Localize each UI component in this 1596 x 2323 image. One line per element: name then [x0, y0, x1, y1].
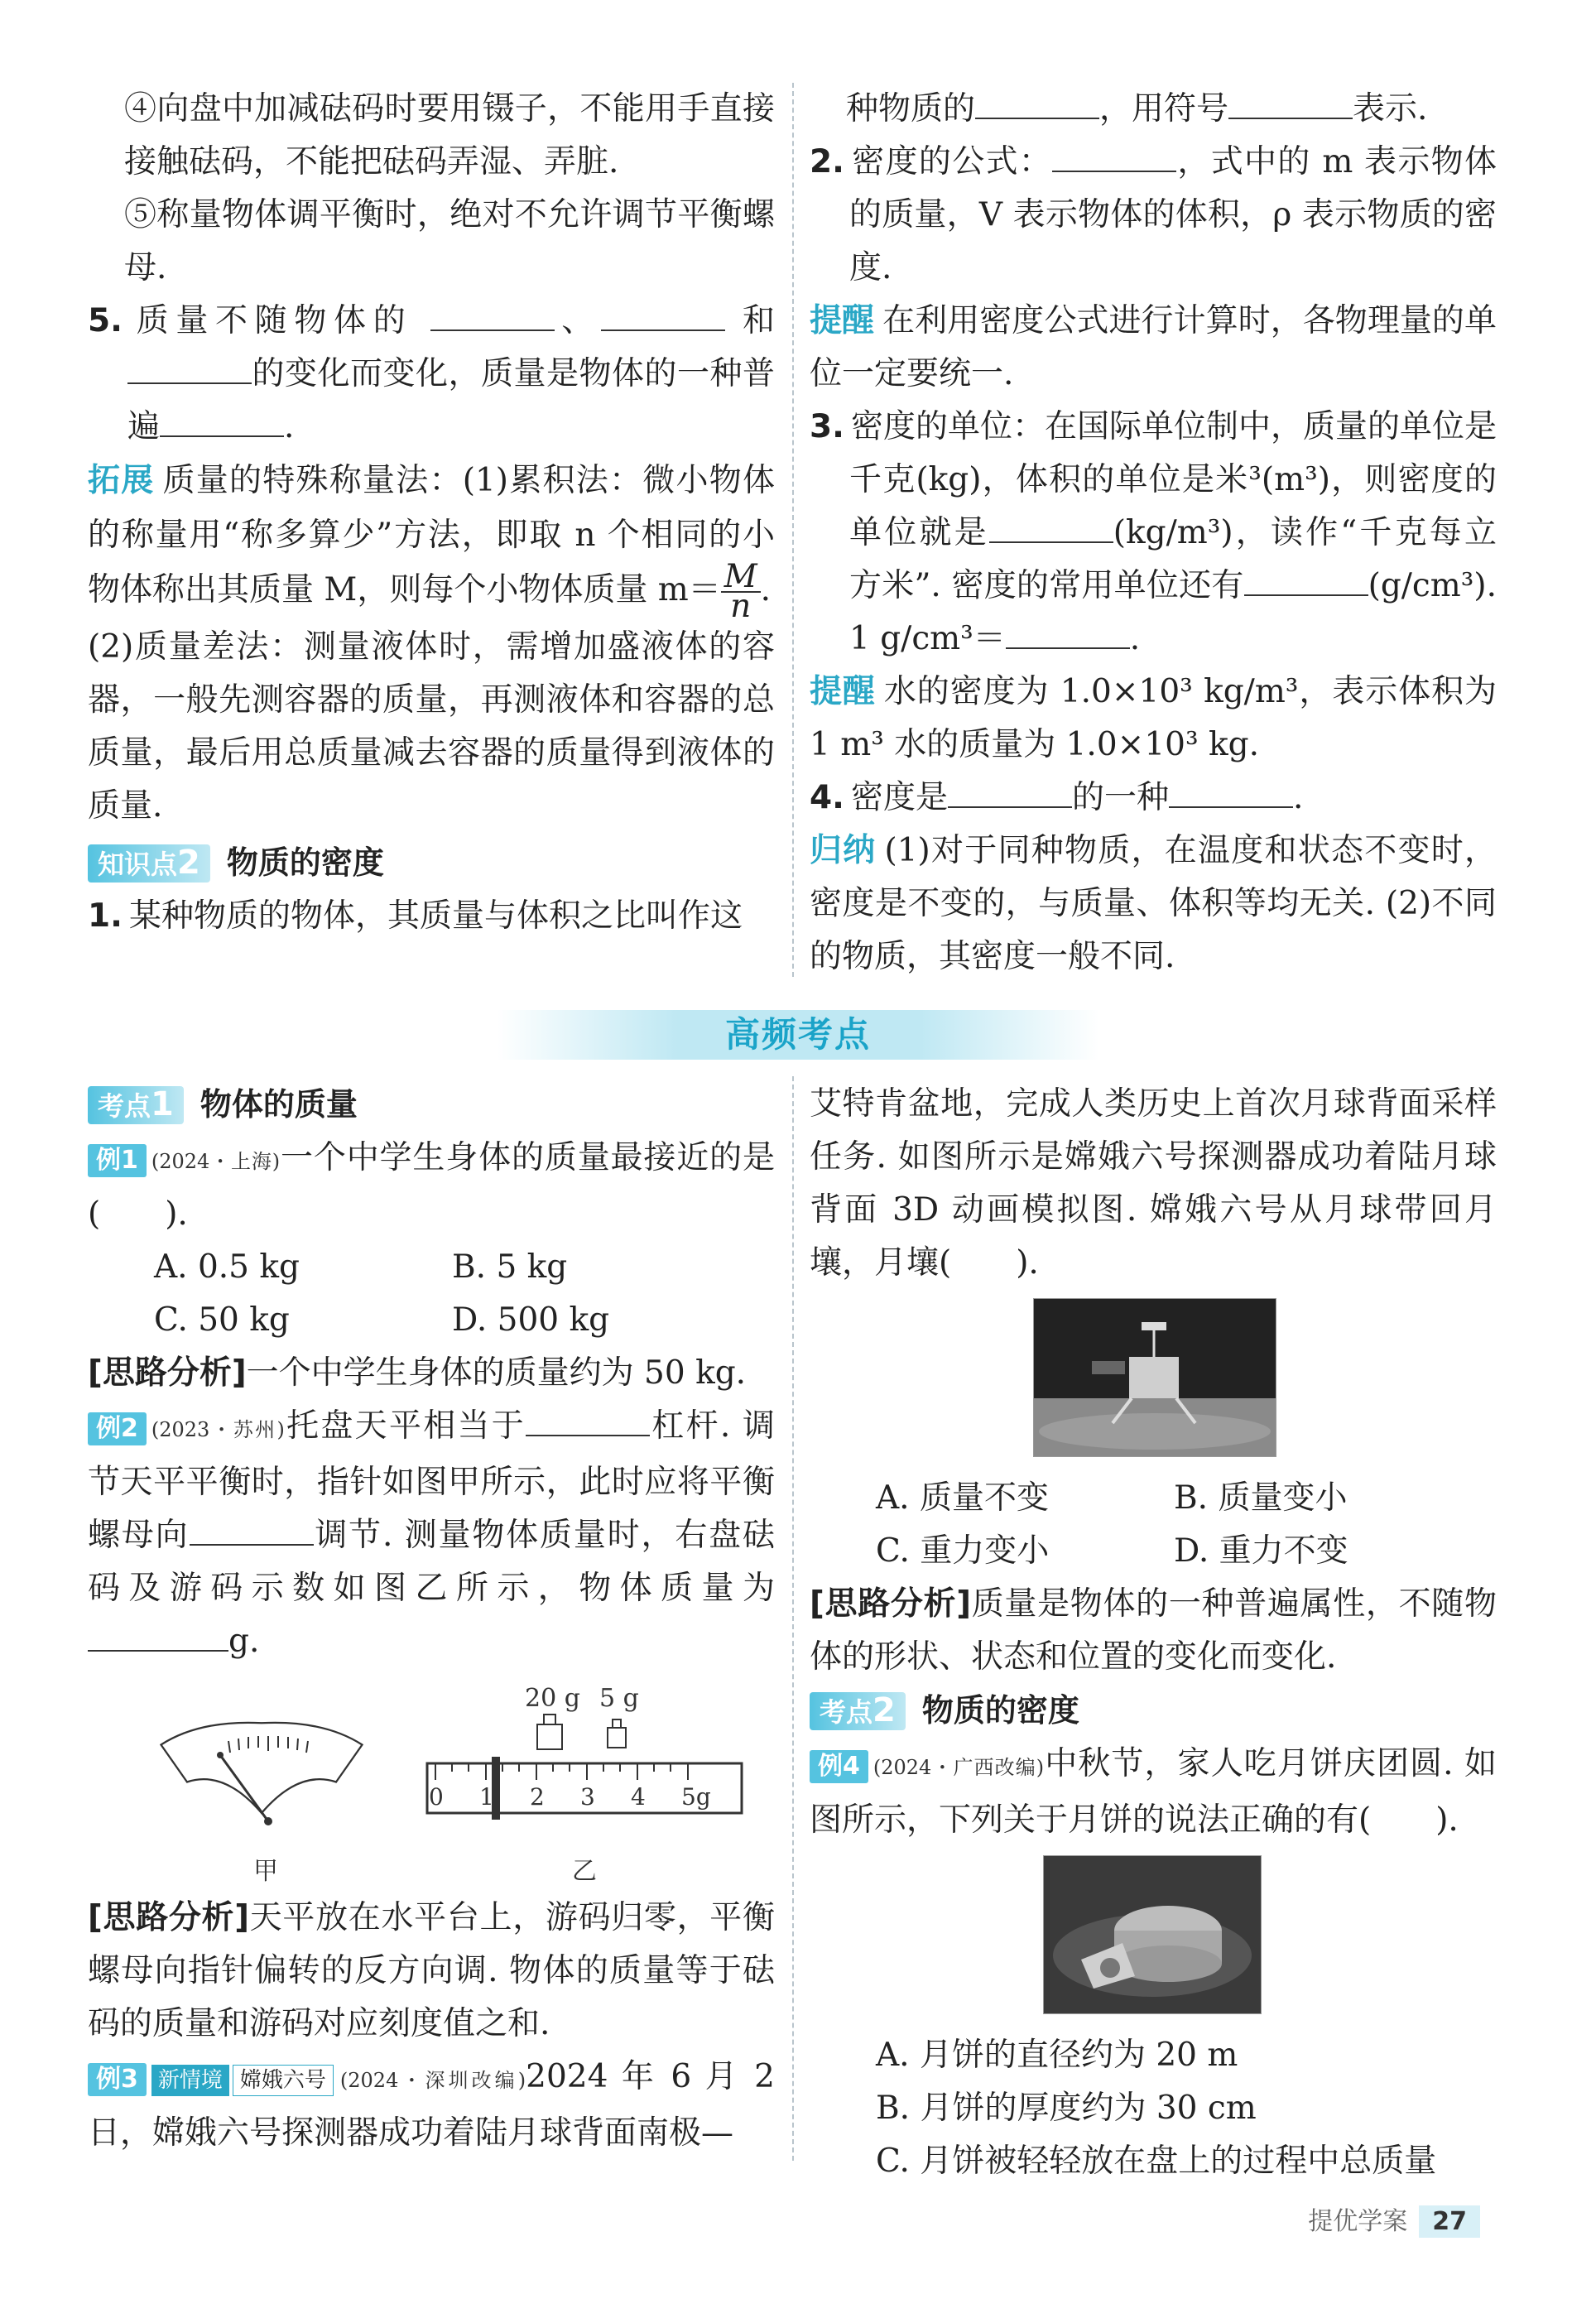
- option[interactable]: A. 0.5 kg: [154, 1248, 300, 1286]
- answer-blank[interactable]: [1052, 137, 1176, 172]
- example-badge: 例2: [88, 1412, 147, 1445]
- scale-tick-label: 1: [479, 1783, 494, 1811]
- scale-tick-label: 0: [429, 1783, 444, 1811]
- question-text: 、: [554, 302, 601, 339]
- question-text: 某种物质的物体，其质量与体积之比叫作这: [128, 897, 743, 935]
- page-footer: [1308, 2200, 1480, 2238]
- question-5: [88, 295, 775, 454]
- mooncake-photo: [1043, 1855, 1262, 2014]
- answer-blank[interactable]: [526, 1402, 650, 1436]
- analysis-label: [思路分析]: [88, 1354, 247, 1392]
- answer-blank[interactable]: [1244, 561, 1368, 596]
- expand-note: [88, 454, 775, 625]
- summary-text: (1)对于同种物质，在温度和状态不变时，密度是不变的，与质量、体积等均无关. (2)不同的物质，其密度一般不同.: [810, 832, 1497, 975]
- fraction: [721, 558, 761, 625]
- question-number: 5.: [88, 302, 123, 339]
- badge-label: 考点: [820, 1696, 873, 1728]
- section-title: 物质的密度: [921, 1692, 1079, 1729]
- weight-20g-label: 20 g: [525, 1684, 580, 1713]
- answer-blank[interactable]: [127, 349, 252, 384]
- example-3: [88, 2051, 775, 2160]
- analysis-label: [思路分析]: [810, 1585, 972, 1623]
- column-divider-bottom: [792, 1076, 794, 2161]
- example-badge: 例3: [88, 2063, 147, 2096]
- example-source: (2024・广西改编): [873, 1756, 1045, 1779]
- beam-scale: [427, 1684, 742, 1883]
- example-1-options: [88, 1241, 775, 1347]
- badge-number: 2: [177, 844, 200, 882]
- question-text: .: [1129, 620, 1141, 657]
- question-text: (g/cm³). 1 g/cm³＝: [849, 567, 1497, 657]
- option[interactable]: A. 月饼的直径约为 20 m: [876, 2037, 1238, 2074]
- scale-tick-label: 4: [631, 1783, 646, 1811]
- example-text: g.: [228, 1623, 260, 1660]
- analysis-text: 一个中学生身体的质量约为 50 kg.: [246, 1354, 747, 1392]
- question-text: 种物质的: [846, 90, 976, 127]
- exam-point-header: [88, 1078, 775, 1132]
- example-3-options: [810, 1472, 1497, 1578]
- mooncake-photo-wrap: [1043, 1855, 1497, 2021]
- brand-label: 提优学案: [1308, 2207, 1408, 2236]
- lander-photo-wrap: [1033, 1298, 1497, 1464]
- tip-tag: 提醒: [810, 302, 875, 339]
- right-column-top: [810, 83, 1497, 984]
- question-text: ，用符号: [1099, 90, 1229, 127]
- question-text: 的变化而变化，质量是物体的一种普遍: [127, 355, 775, 445]
- question-1: [88, 890, 775, 943]
- answer-blank[interactable]: [975, 84, 1099, 119]
- left-column-bottom: [88, 1078, 775, 2160]
- question-text: 质量不随物体的: [128, 302, 413, 339]
- option[interactable]: B. 5 kg: [452, 1248, 568, 1286]
- exam-point-header-2: [810, 1684, 1497, 1738]
- rule-4: ④向盘中加减砝码时要用镊子，不能用手直接接触砝码，不能把砝码弄湿、弄脏.: [124, 90, 775, 180]
- analysis-text: 天平放在水平台上，游码归零，平衡螺母向指针偏转的反方向调. 物体的质量等于砝码的质量和游码对应刻度值之和.: [88, 1899, 775, 2042]
- analysis-3: [810, 1578, 1497, 1684]
- answer-blank[interactable]: [1169, 773, 1293, 808]
- option[interactable]: C. 月饼被轻轻放在盘上的过程中总质量: [876, 2143, 1437, 2180]
- tip-text: 水的密度为 1.0×10³ kg/m³，表示体积为 1 m³ 水的质量为 1.0×10³ kg.: [810, 673, 1497, 763]
- scale-tick-label: 5g: [681, 1783, 711, 1811]
- fraction-denominator: n: [730, 588, 752, 625]
- analysis-2: [88, 1892, 775, 2051]
- exam-point-badge: [88, 1086, 184, 1124]
- question-text: 密度的单位：在国际单位制中，质量的单位是千克(kg)，体积的单位是米³(m³)，则密度的单位就是: [849, 408, 1497, 551]
- option[interactable]: D. 重力不变: [1174, 1532, 1348, 1570]
- example-4-options: [810, 2029, 1497, 2188]
- analysis-label: [思路分析]: [88, 1899, 250, 1936]
- answer-blank[interactable]: [601, 296, 725, 331]
- analysis-text: 质量是物体的一种普遍属性，不随物体的形状、状态和位置的变化而变化.: [810, 1585, 1497, 1676]
- example-1: [88, 1132, 775, 1241]
- question-text: 和: [742, 302, 775, 339]
- weight-5g-label: 5 g: [599, 1684, 639, 1713]
- badge-number: 2: [873, 1691, 896, 1729]
- scale-tick-label: 2: [530, 1783, 545, 1811]
- left-column-top: [88, 83, 775, 943]
- answer-blank[interactable]: [88, 1617, 228, 1652]
- option[interactable]: B. 月饼的厚度约为 30 cm: [876, 2090, 1257, 2127]
- expand-note-2: (2)质量差法：测量液体时，需增加盛液体的容器，一般先测容器的质量，再测液体和容器的总质量，最后用总质量减去容器的质量得到液体的质量.: [88, 628, 775, 825]
- question-4: [810, 772, 1497, 825]
- answer-blank[interactable]: [1228, 84, 1353, 119]
- answer-blank[interactable]: [948, 773, 1072, 808]
- rule-5: ⑤称量物体调平衡时，绝对不允许调节平衡螺母.: [124, 196, 775, 286]
- example-text: 调节. 测量物体质量时，右盘砝码及游码示数如图乙所示，物体质量为: [88, 1517, 775, 1607]
- example-badge: 例4: [810, 1750, 868, 1783]
- knowledge-point-badge: [88, 844, 210, 883]
- new-context-tag: 新情境: [151, 2065, 229, 2096]
- right-column-bottom: [810, 1078, 1497, 2188]
- question-1-cont: [810, 83, 1497, 136]
- question-text: .: [284, 408, 295, 445]
- exam-point-badge: [810, 1692, 906, 1730]
- tip-tag: 提醒: [810, 673, 876, 710]
- balance-figures: [88, 1676, 775, 1883]
- section-banner: 高频考点: [497, 1010, 1099, 1060]
- figure-a-caption: 甲: [253, 1857, 278, 1883]
- expand-text: 质量的特殊称量法：(1)累积法：微小物体的称量用“称多算少”方法，即取 n 个相同的小物体称出其质量 M，则每个小物体质量 m＝: [88, 462, 775, 608]
- question-number: 1.: [88, 897, 123, 935]
- question-text: 密度是: [850, 779, 948, 816]
- example-text: 托盘天平相当于: [284, 1407, 526, 1445]
- lander-photo: [1033, 1298, 1276, 1457]
- knowledge-point-header: [88, 836, 775, 890]
- question-text: 的一种: [1071, 779, 1169, 816]
- option[interactable]: B. 质量变小: [1174, 1479, 1348, 1517]
- example-source: (2024・深圳改编): [339, 2069, 526, 2092]
- balance-diagram: [88, 1676, 775, 1883]
- summary-note: [810, 825, 1497, 984]
- analysis-1: [88, 1347, 775, 1400]
- example-badge: 例1: [88, 1144, 147, 1177]
- answer-blank[interactable]: [430, 296, 555, 331]
- column-divider-top: [792, 83, 794, 977]
- question-number: 3.: [810, 408, 844, 445]
- weight-20g: [537, 1724, 562, 1749]
- figure-b-caption: 乙: [572, 1857, 597, 1883]
- badge-number: 1: [151, 1085, 174, 1123]
- example-text: 一个中学生身体的质量最接近的是( ).: [88, 1139, 775, 1233]
- tip-note: [810, 295, 1497, 401]
- question-text: (kg/m³)，读作“千克每立方米”. 密度的常用单位还有: [849, 514, 1497, 604]
- weight-5g: [608, 1728, 626, 1748]
- question-text: .: [1292, 779, 1304, 816]
- option[interactable]: D. 500 kg: [452, 1301, 610, 1339]
- example-2: [88, 1400, 775, 1668]
- badge-label: 知识点: [98, 849, 178, 880]
- section-title: 物体的质量: [200, 1086, 358, 1123]
- scale-tick-label: 3: [580, 1783, 595, 1811]
- example-source: (2024・上海): [151, 1150, 281, 1173]
- example-4: [810, 1738, 1497, 1847]
- topic-tag: 嫦娥六号: [233, 2065, 334, 2096]
- answer-blank[interactable]: [160, 402, 284, 437]
- question-text: 密度的公式：: [850, 143, 1053, 180]
- question-text: ，式中的 m 表示物体的质量，V 表示物体的体积，ρ 表示物质的密度.: [849, 143, 1497, 286]
- question-number: 2.: [810, 143, 844, 180]
- pointer-dial: [161, 1723, 363, 1883]
- option[interactable]: C. 50 kg: [154, 1301, 290, 1339]
- example-source: (2023・苏州): [151, 1418, 285, 1441]
- question-3: [810, 401, 1497, 666]
- summary-tag: 归纳: [810, 832, 877, 869]
- question-number: 4.: [810, 779, 844, 816]
- option[interactable]: A. 质量不变: [876, 1479, 1049, 1517]
- answer-blank[interactable]: [1006, 614, 1130, 649]
- option[interactable]: C. 重力变小: [876, 1532, 1050, 1570]
- example-text: 杠杆. 调节天平平衡时，指针如图甲所示，此时应将平衡螺母向: [88, 1407, 775, 1554]
- example-text: 中秋节，家人吃月饼庆团圆. 如图所示，下列关于月饼的说法正确的有( ).: [810, 1745, 1497, 1839]
- tip-text: 在利用密度公式进行计算时，各物理量的单位一定要统一.: [810, 302, 1497, 392]
- fraction-numerator: M: [721, 563, 761, 593]
- page-number: 27: [1419, 2205, 1480, 2238]
- expand-text: .: [760, 571, 772, 608]
- tip-note-2: [810, 666, 1497, 772]
- answer-blank[interactable]: [190, 1511, 314, 1546]
- answer-blank[interactable]: [989, 508, 1113, 543]
- question-text: 表示.: [1353, 90, 1428, 127]
- example-3-cont: 艾特肯盆地，完成人类历史上首次月球背面采样任务. 如图所示是嫦娥六号探测器成功着陆月球背面 3D 动画模拟图. 嫦娥六号从月球带回月壤，月壤( ).: [810, 1085, 1497, 1282]
- question-2: [810, 136, 1497, 295]
- example-text: 2024 年 6 月 2 日，嫦娥六号探测器成功着陆月球背面南极—: [88, 2058, 775, 2152]
- expand-tag: 拓展: [88, 462, 155, 499]
- badge-label: 考点: [98, 1090, 151, 1122]
- section-title: 物质的密度: [226, 844, 384, 881]
